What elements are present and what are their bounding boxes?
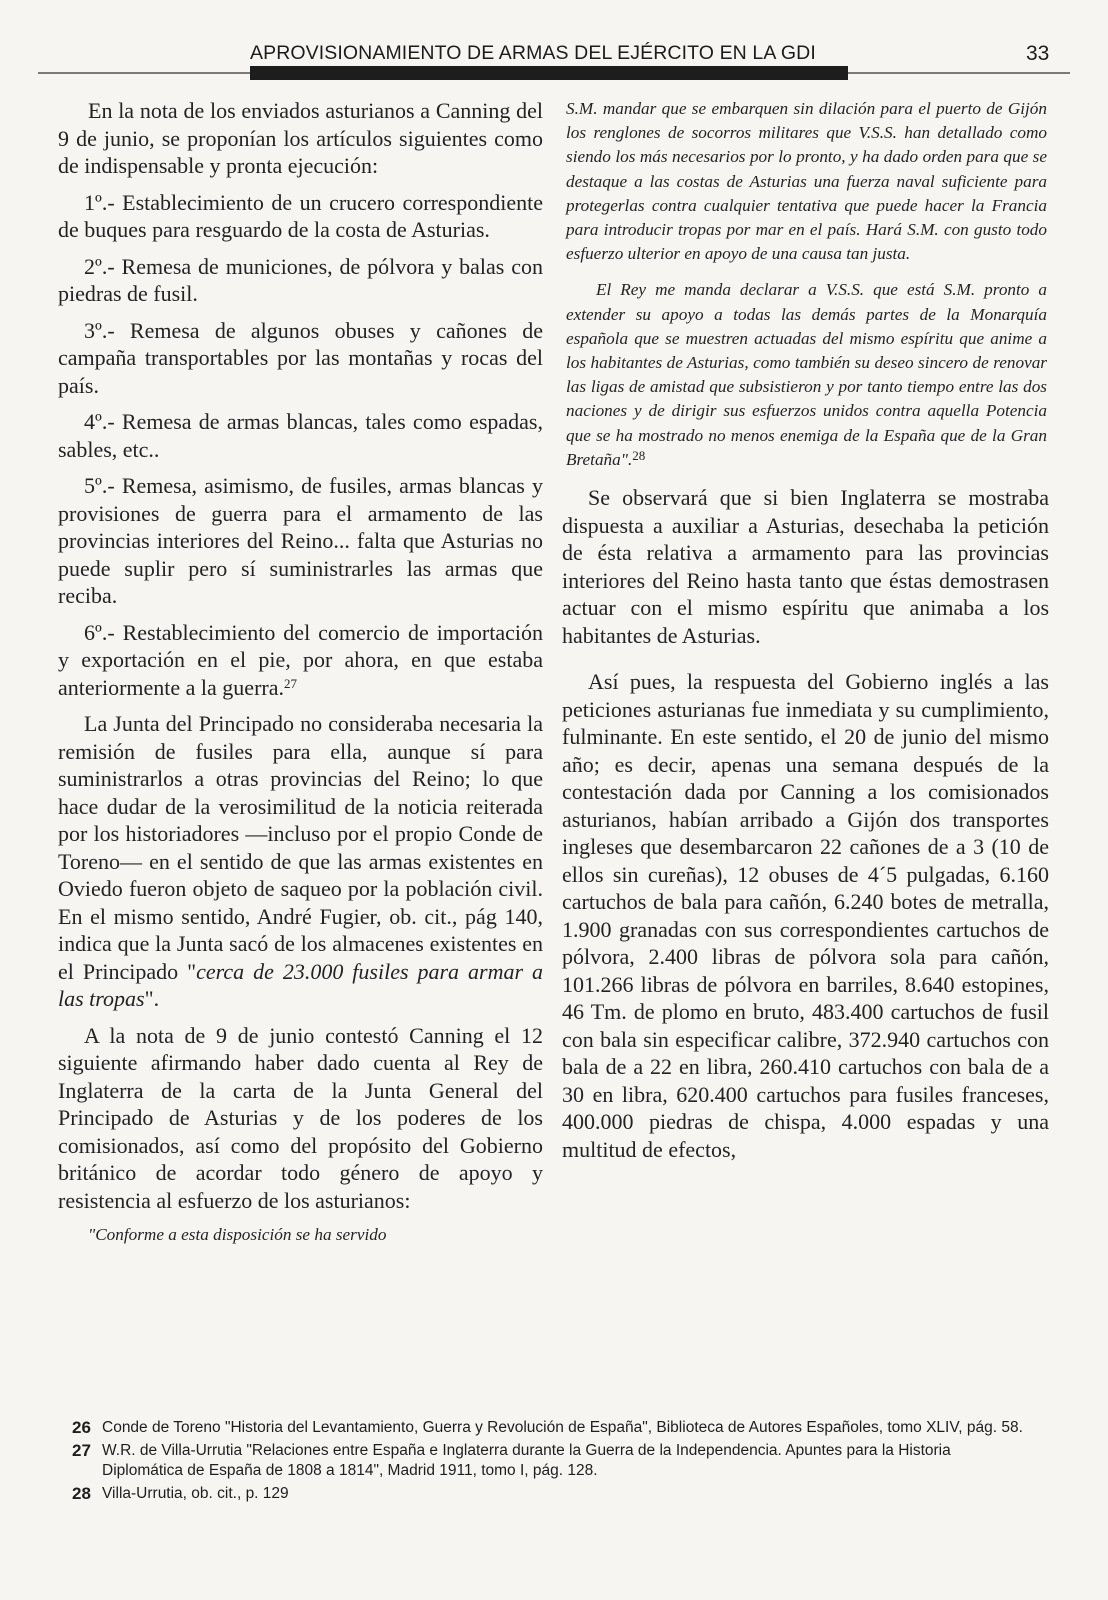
list-item-text: 6º.- Restablecimiento del comercio de importación y exportación en el pie, por ahora, en que estaba anteriormente a la guerra. [58,619,543,700]
footnote-number: 28 [72,1484,91,1503]
page-number: 33 [1026,42,1050,65]
italic-quote-close: ". [144,986,160,1011]
list-item: 5º.- Remesa, asimismo, de fusiles, armas blancas y provisiones de guerra para el armamento de las provincias interiores del Reino... falta que Asturias no puede suplir pero sí suministrarles las armas que reciba. [58,473,543,608]
paragraph [58,710,543,1013]
footnote-28 [72,1484,1032,1504]
paragraph: A la nota de 9 de junio contestó Canning el 12 siguiente afirmando haber dado cuenta al Rey de Inglaterra de la carta de la Junta General del Principado de Asturias y de los poderes de los comisionados, así como del propósito del Gobierno británico de acordar todo género de apoyo y resistencia al esfuerzo de los asturianos: [58,1022,543,1213]
footnote-text: Villa-Urrutia, ob. cit., p. 129 [102,1485,289,1502]
block-quote-text: El Rey me manda declarar a V.S.S. que está S.M. pronto a extender su apoyo a todas las demás partes de la Monarquía española que se muestren actuadas del mismo espíritu que anime a los habitantes de Asturias, como también su deseo sincero de renovar las ligas de amistad que subsistieron y por tanto tiempo entre las dos naciones y de dirigir sus esfuerzos unidos contra aquella Potencia que se ha mostrado no menos enemiga de la España que de la Gran Bretaña". [566,280,1047,469]
list-item [58,619,543,702]
paragraph: Así pues, la respuesta del Gobierno inglés a las peticiones asturianas fue inmediata y su cumplimiento, fulminante. En este sentido, el 20 de junio del mismo año; es decir, apenas una semana después de la contestación dada por Canning a los comisionados asturianos, habían arribado a Gijón dos transportes ingleses que desembarcaron 22 cañones de a 3 (10 de ellos sin cureñas), 12 obuses de 4´5 pulgadas, 6.160 cartuchos de bala para cañón, 6.240 botes de metralla, 1.900 granadas con sus correspondientes cartuchos de pólvora, 2.400 libras de pólvora sola para cañón, 101.266 libras de pólvora en barriles, 8.640 estopines, 46 Tm. de plomo en bruto, 483.400 cartuchos de fusil con bala sin especificar calibre, 372.940 cartuchos con bala de a 22 en libra, 260.410 cartuchos con bala de a 30 en libra, 620.400 cartuchos para fusiles franceses, 400.000 piedras de chispa, 4.000 espadas y una multitud de efectos, [562,669,1049,1162]
footnote-ref-27: 27 [283,675,297,691]
block-quote [562,278,1049,472]
footnote-text: W.R. de Villa-Urrutia "Relaciones entre España e Inglaterra durante la Guerra de la Independencia. Apuntes para la Historia Diplomática de España de 1808 a 1814", Madrid 1911, tomo I, pág. 128. [102,1442,951,1479]
header-rule-left [38,72,250,74]
left-column [58,97,543,1247]
list-item: 1º.- Establecimiento de un crucero correspondiente de buques para resguardo de la costa de Asturias. [58,189,543,242]
list-item: 3º.- Remesa de algunos obuses y cañones de campaña transportables por las montañas y rocas del país. [58,317,543,398]
list-item: 4º.- Remesa de armas blancas, tales como espadas, sables, etc.. [58,409,543,462]
right-column [562,97,1049,1172]
footnote-ref-28: 28 [632,447,646,463]
footnote-number: 26 [72,1418,91,1437]
header-rule-bar [250,66,848,80]
footnote-27 [72,1441,1032,1481]
italic-quote: cerca de 23.000 fusiles para armar a las tropas [58,958,543,1011]
running-header-title: APROVISIONAMIENTO DE ARMAS DEL EJÉRCITO EN LA GDI [250,42,816,64]
footnotes [72,1418,1032,1507]
block-quote: S.M. mandar que se embarquen sin dilación para el puerto de Gijón los renglones de socorros militares que V.S.S. han detallado como siendo los más necesarios por lo pronto, y ha dado orden para que se destaque a las costas de Asturias una fuerza naval suficiente para protegerlas contra cualquier tentativa que puede hacer la Francia para introducir tropas por mar en el país. Hará S.M. con gusto todo esfuerzo ulterior en apoyo de una causa tan justa. [566,99,1047,264]
footnote-number: 27 [72,1441,91,1460]
paragraph-gap [562,658,1049,668]
header-rule-right [848,72,1070,74]
paragraph: Se observará que si bien Inglaterra se mostraba dispuesta a auxiliar a Asturias, desechaba la petición de ésta relativa a armamento para las provincias interiores del Reino hasta tanto que éstas demostrasen actuar con el mismo espíritu que animaba a los habitantes de Asturias. [562,485,1049,648]
footnote-text: Conde de Toreno "Historia del Levantamiento, Guerra y Revolución de España", Biblioteca de Autores Españoles, tomo XLIV, pág. 58. [102,1419,1023,1436]
quote-opening-line: "Conforme a esta disposición se ha servido [88,1225,387,1244]
paragraph-text: La Junta del Principado no consideraba necesaria la remisión de fusiles para ella, aunque sí para suministrarlos a otras provincias del Reino; lo que hace dudar de la verosimilitud de la noticia reiterada por los historiadores —incluso por el propio Conde de Toreno— en el sentido de que las armas existentes en Oviedo fueron objeto de saqueo por la población civil. En el mismo sentido, André Fugier, ob. cit., pág 140, indica que la Junta sacó de los almacenes existentes en el Principado " [58,711,543,984]
footnote-26 [72,1418,1032,1438]
paragraph: En la nota de los enviados asturianos a Canning del 9 de junio, se proponían los artículos siguientes como de indispensable y pronta ejecución: [58,98,543,178]
list-item: 2º.- Remesa de municiones, de pólvora y balas con piedras de fusil. [58,253,543,306]
